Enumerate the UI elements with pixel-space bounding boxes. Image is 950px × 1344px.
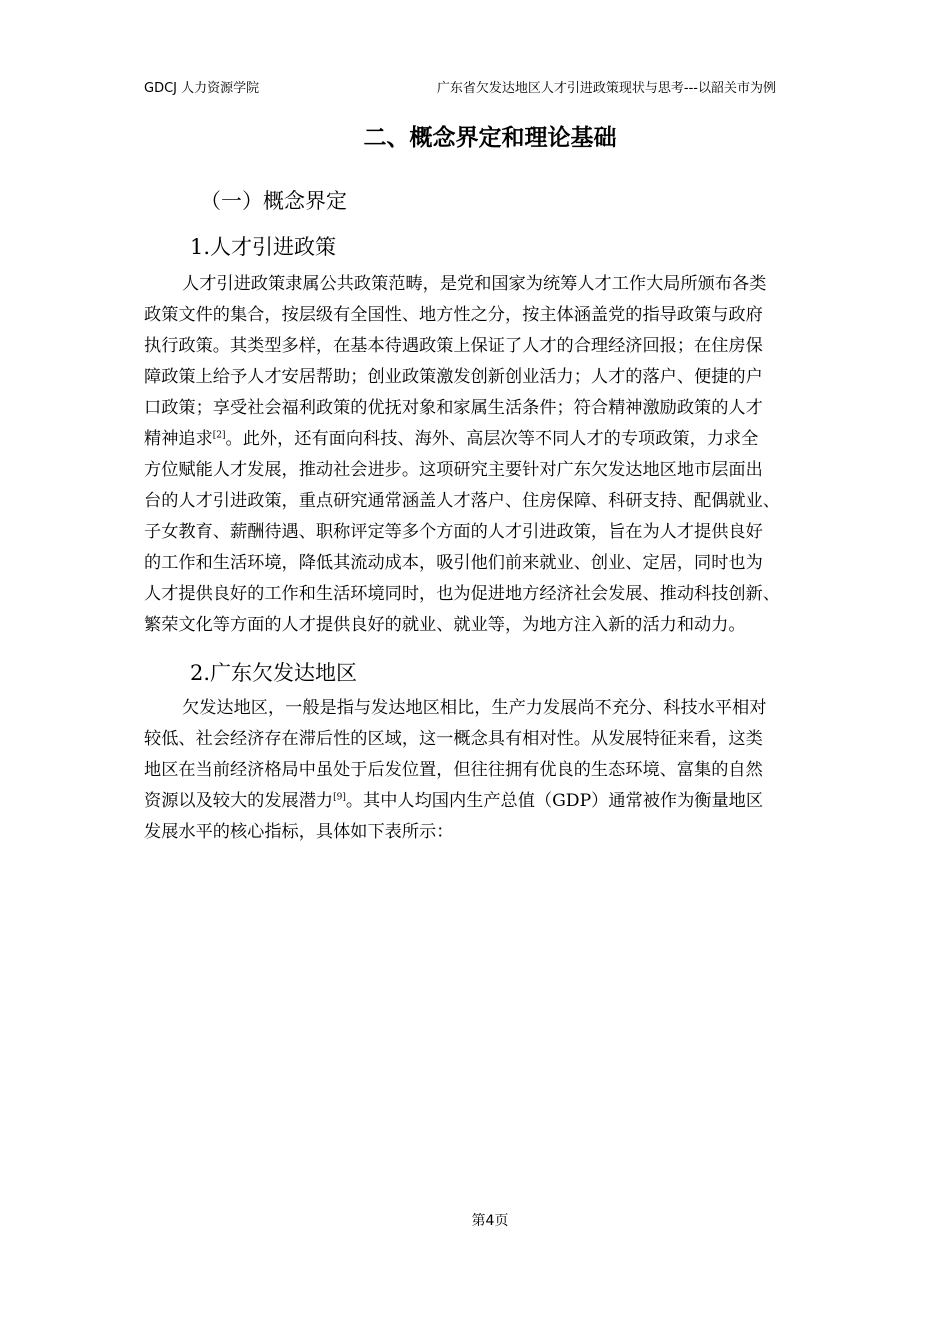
paragraph-text: 精神追求 xyxy=(144,429,213,449)
paragraph-line: 口政策；享受社会福利政策的优抚对象和家属生活条件；符合精神激励政策的人才 xyxy=(144,398,763,418)
paragraph-line: 较低、社会经济存在滞后性的区域，这一概念具有相对性。从发展特征来看，这类 xyxy=(144,729,763,749)
paragraph-talent-policy xyxy=(144,269,844,641)
paragraph-line-with-citation xyxy=(144,786,844,817)
citation-ref: [2] xyxy=(212,430,226,441)
page-header xyxy=(144,78,776,100)
paragraph-line: 欠发达地区，一般是指与发达地区相比，生产力发展尚不充分、科技水平相对 xyxy=(182,698,767,718)
paragraph-text: 。此外，还有面向科技、海外、高层次等不同人才的专项政策，力求全 xyxy=(225,429,759,449)
paragraph-line: 方位赋能人才发展，推动社会进步。这项研究主要针对广东欠发达地区地市层面出 xyxy=(144,460,763,480)
paragraph-line: 发展水平的核心指标，具体如下表所示： xyxy=(144,822,454,842)
page-number: 第4页 xyxy=(471,1213,509,1229)
paragraph-line: 台的人才引进政策，重点研究通常涵盖人才落户、住房保障、科研支持、配偶就业、 xyxy=(144,491,780,511)
subsection-heading-talent-policy: 1.人才引进政策 xyxy=(190,235,337,259)
paragraph-underdeveloped-areas xyxy=(144,693,844,848)
paragraph-line: 人才引进政策隶属公共政策范畴，是党和国家为统筹人才工作大局所颁布各类 xyxy=(182,274,767,294)
paragraph-line: 地区在当前经济格局中虽处于后发位置，但往往拥有优良的生态环境、富集的自然 xyxy=(144,760,763,780)
citation-ref: [9] xyxy=(333,792,346,803)
chapter-title: 二、概念界定和理论基础 xyxy=(363,125,617,151)
paragraph-text: 。其中人均国内生产总值（GDP）通常被作为衡量地区 xyxy=(345,791,764,811)
paragraph-line: 人才提供良好的工作和生活环境同时，也为促进地方经济社会发展、推动科技创新、 xyxy=(144,584,780,604)
section-heading: （一）概念界定 xyxy=(200,189,347,213)
paragraph-line: 执行政策。其类型多样，在基本待遇政策上保证了人才的合理经济回报；在住房保 xyxy=(144,336,763,356)
paragraph-line: 障政策上给予人才安居帮助；创业政策激发创新创业活力；人才的落户、便捷的户 xyxy=(144,367,763,387)
paragraph-line: 政策文件的集合，按层级有全国性、地方性之分，按主体涵盖党的指导政策与政府 xyxy=(144,305,763,325)
paragraph-line: 的工作和生活环境，降低其流动成本，吸引他们前来就业、创业、定居，同时也为 xyxy=(144,553,763,573)
paragraph-line-with-citation xyxy=(144,424,844,455)
header-document-title: 广东省欠发达地区人才引进政策现状与思考---以韶关市为例 xyxy=(436,81,776,96)
subsection-heading-underdeveloped-areas: 2.广东欠发达地区 xyxy=(190,661,358,685)
paragraph-line: 子女教育、薪酬待遇、职称评定等多个方面的人才引进政策，旨在为人才提供良好 xyxy=(144,522,763,542)
paragraph-line: 繁荣文化等方面的人才提供良好的就业、就业等，为地方注入新的活力和动力。 xyxy=(144,615,746,635)
header-institution: GDCJ 人力资源学院 xyxy=(144,81,260,96)
paragraph-text: 资源以及较大的发展潜力 xyxy=(144,791,334,811)
